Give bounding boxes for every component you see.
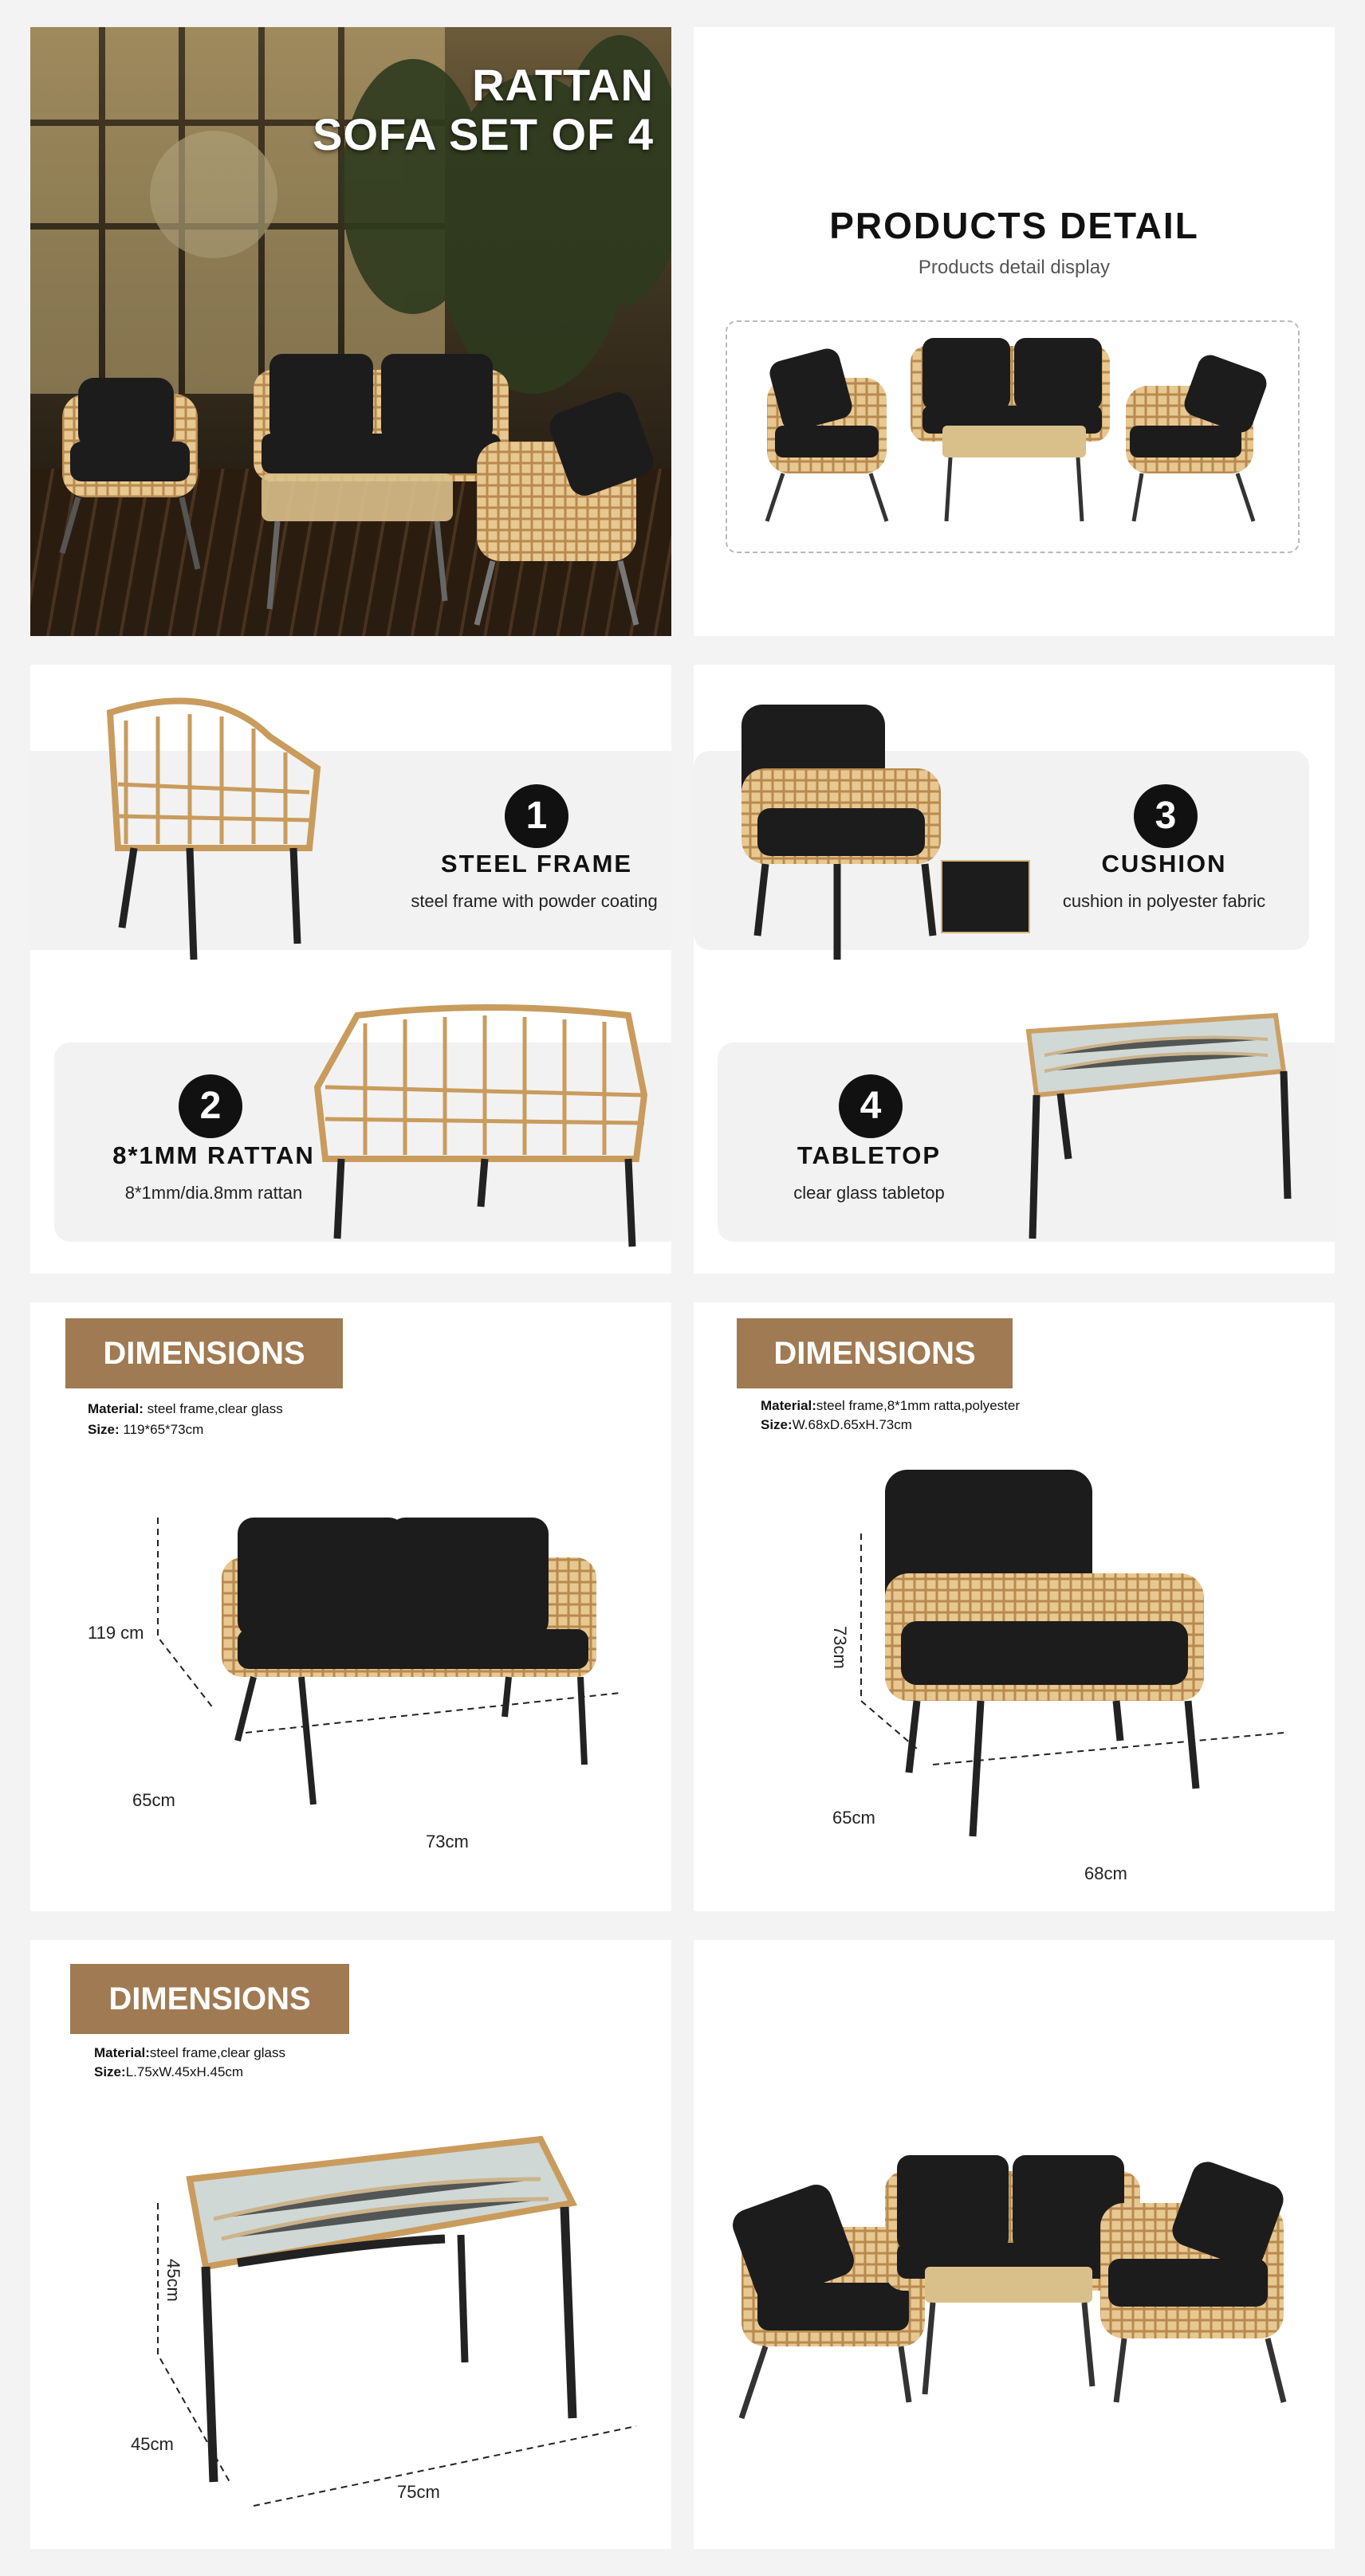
loveseat-frame-image: [309, 999, 660, 1262]
spec-size-value: 119*65*73cm: [119, 1422, 204, 1437]
hero-title-line1: RATTAN: [472, 60, 654, 110]
chair-dimension-image: [853, 1462, 1300, 1860]
hero-title-line2: SOFA SET OF 4: [313, 109, 654, 159]
armchair-frame-image: [94, 689, 333, 976]
feature-number-1: 1: [505, 784, 568, 848]
loveseat-dimension-image: [150, 1510, 628, 1844]
spec-material-value: steel frame,8*1mm ratta,polyester: [816, 1398, 1021, 1413]
dimensions-badge: DIMENSIONS: [70, 1964, 349, 2034]
spec-material-value: steel frame,clear glass: [149, 2045, 285, 2060]
hero-furniture-image: [46, 346, 668, 633]
hero-title: [313, 61, 654, 159]
glass-table-image: [1013, 999, 1300, 1255]
dimensions-loveseat-panel: [30, 1302, 671, 1911]
dimensions-badge: DIMENSIONS: [737, 1318, 1013, 1388]
spec-material-label: Material:: [94, 2045, 150, 2060]
product-set-image-frame: [726, 320, 1300, 553]
spec-material: [761, 1396, 1020, 1416]
table-dimension-image: [142, 2131, 652, 2530]
dim-height-label: 119 cm: [88, 1623, 144, 1643]
product-set-final-panel: [694, 1940, 1335, 2549]
spec-size: [761, 1416, 912, 1435]
feature-desc-rattan: 8*1mm/dia.8mm rattan: [124, 1183, 303, 1203]
spec-material: [88, 1400, 283, 1419]
spec-size-value: W.68xD.65xH.73cm: [792, 1417, 912, 1432]
dim-depth-label: 65cm: [832, 1808, 875, 1828]
spec-material-label: Material:: [88, 1401, 144, 1416]
feature-title-tabletop: TABLETOP: [797, 1141, 942, 1169]
cushioned-chair-image: [734, 697, 957, 960]
features-right-panel: [694, 665, 1335, 1274]
hero-panel: [30, 27, 671, 636]
feature-desc-steel-frame: steel frame with powder coating: [411, 891, 658, 911]
spec-size: [94, 2063, 243, 2082]
products-detail-panel: [694, 27, 1335, 636]
feature-desc-tabletop: clear glass tabletop: [793, 1183, 945, 1203]
spec-material: [94, 2044, 285, 2063]
spec-size-label: Size:: [94, 2064, 126, 2079]
feature-desc-cushion: cushion in polyester fabric: [1062, 891, 1266, 911]
dimensions-table-panel: [30, 1940, 671, 2549]
feature-number-4: 4: [839, 1074, 903, 1138]
products-detail-subtitle: Products detail display: [918, 257, 1111, 278]
spec-material-value: steel frame,clear glass: [143, 1401, 283, 1416]
features-left-panel: [30, 665, 671, 1274]
dim-width-label: 68cm: [1084, 1863, 1127, 1883]
dim-width-label: 73cm: [426, 1832, 469, 1852]
spec-size-label: Size:: [761, 1417, 793, 1432]
cushion-fabric-swatch: [941, 860, 1030, 933]
feature-number-3: 3: [1134, 784, 1198, 848]
dim-height-label: 73cm: [830, 1626, 850, 1669]
product-set-image: [727, 322, 1298, 552]
products-detail-title: PRODUCTS DETAIL: [829, 205, 1199, 246]
dimensions-badge: DIMENSIONS: [65, 1318, 343, 1388]
feature-number-2: 2: [179, 1074, 242, 1138]
spec-size-label: Size:: [88, 1422, 120, 1437]
feature-title-steel-frame: STEEL FRAME: [440, 850, 633, 878]
dimensions-chair-panel: [694, 1302, 1335, 1911]
feature-title-rattan: 8*1MM RATTAN: [112, 1141, 315, 1169]
product-set-final-image: [726, 2147, 1300, 2434]
feature-title-cushion: CUSHION: [1101, 850, 1227, 878]
dim-depth-label: 45cm: [131, 2434, 174, 2454]
dim-depth-label: 65cm: [132, 1790, 175, 1810]
dim-height-label: 45cm: [163, 2259, 183, 2302]
spec-size-value: L.75xW.45xH.45cm: [125, 2064, 244, 2079]
spec-material-label: Material:: [761, 1398, 816, 1413]
dim-width-label: 75cm: [397, 2482, 440, 2502]
spec-size: [88, 1420, 203, 1439]
